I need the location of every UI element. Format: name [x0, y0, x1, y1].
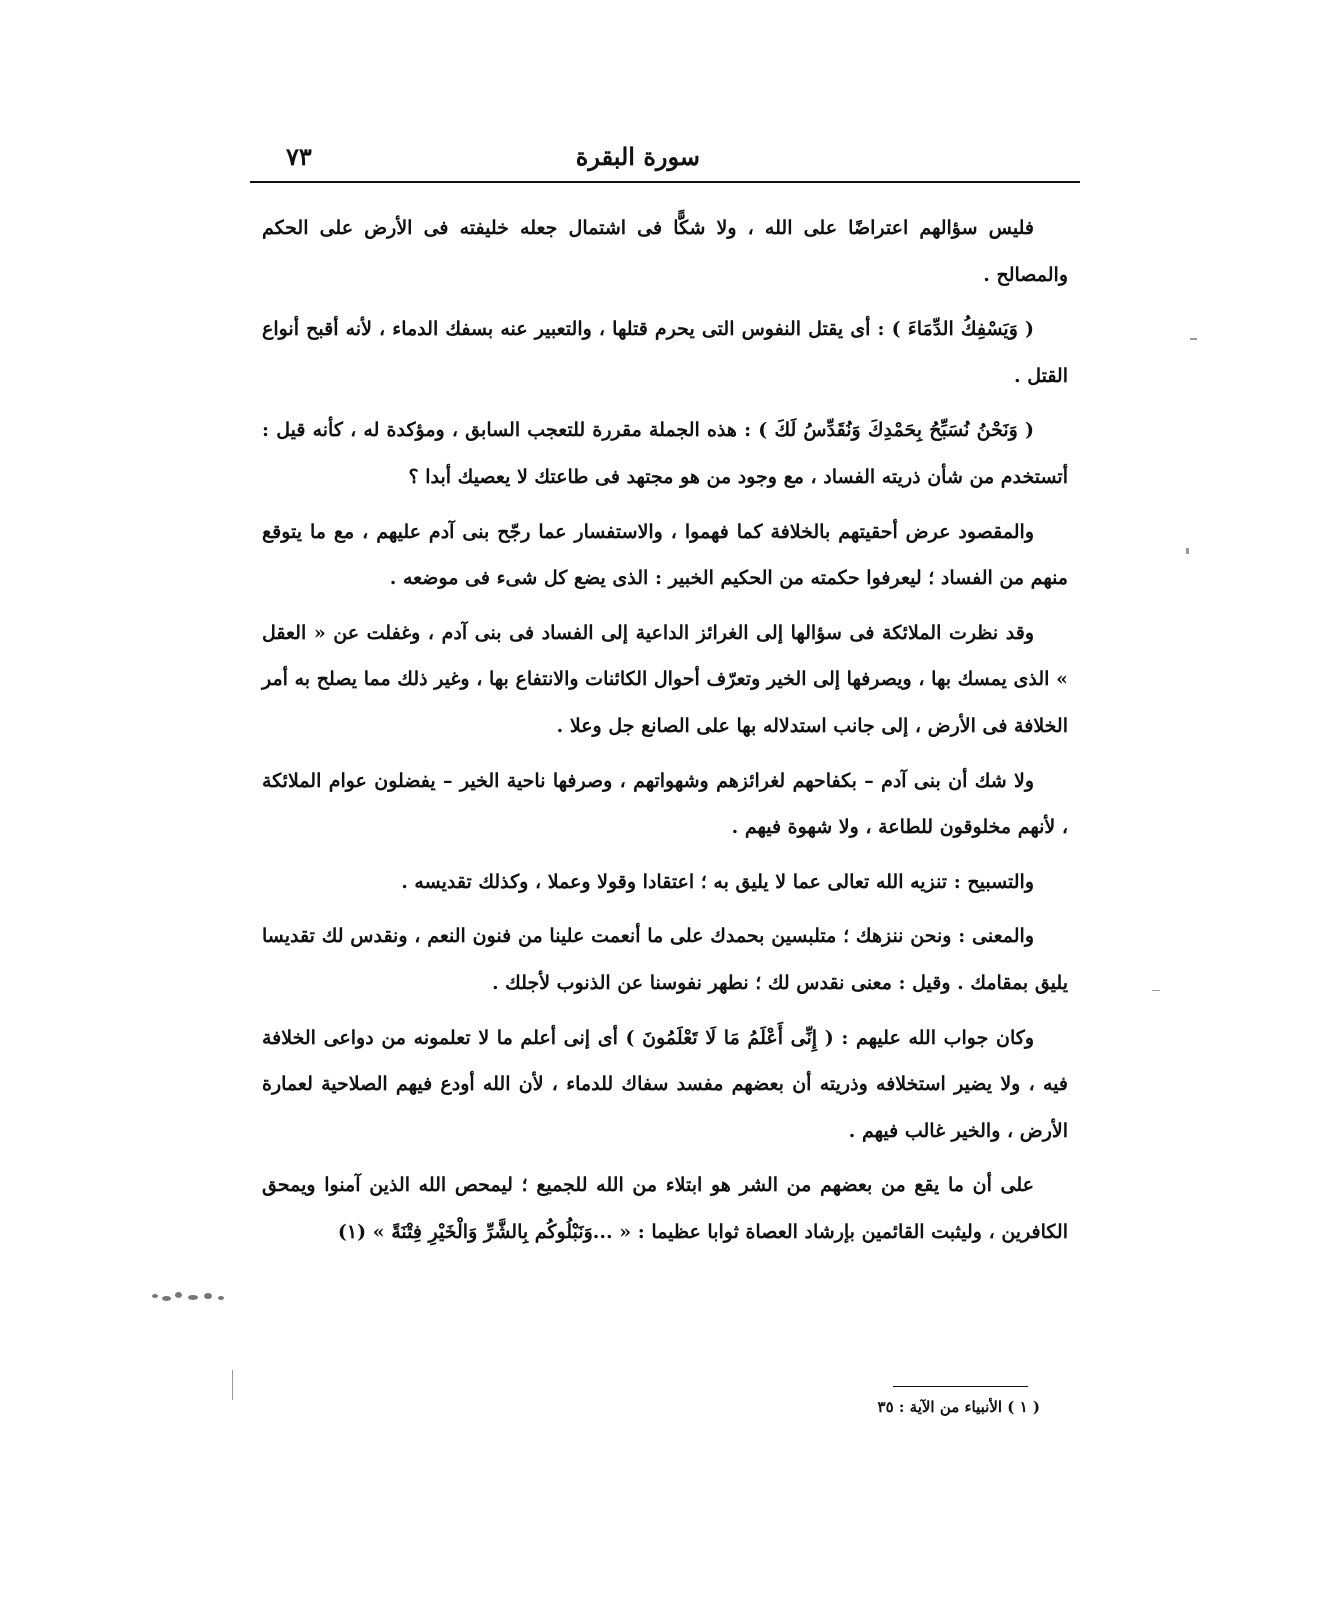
surah-title: سورة البقرة — [575, 142, 700, 171]
running-header — [250, 138, 1080, 180]
paragraph: ولا شك أن بنى آدم – بكفاحهم لغرائزهم وشهواتهم ، وصرفها ناحية الخير – يفضلون عوام الملائكة ، لأنهم مخلوقون للطاعة ، ولا شهوة فيهم . — [262, 769, 1068, 839]
paragraph: ( وَنَحْنُ نُسَبِّحُ بِحَمْدِكَ وَنُقَدِّسُ لَكَ ) : هذه الجملة مقررة للتعجب السابق ، ومؤكدة له ، كأنه قيل : أتستخدم من شأن ذريته الفساد ، مع وجود من هو مجتهد فى طاعتك لا يعصيك أبدا ؟ — [262, 419, 1068, 488]
header-rule — [250, 181, 1080, 183]
paragraph: والمقصود عرض أحقيتهم بالخلافة كما فهموا ، والاستفسار عما رجّح بنى آدم عليهم ، مع ما يتوقع منهم من الفساد ؛ ليعرفوا حكمته من الحكيم الخبير : الذى يضع كل شىء فى موضعه . — [262, 520, 1068, 590]
scan-mark — [1186, 548, 1189, 554]
footnote: ( ١ ) الأنبياء من الآية : ٣٥ — [877, 1398, 1040, 1416]
paragraph: فليس سؤالهم اعتراضًا على الله ، ولا شكًّا فى اشتمال جعله خليفته فى الأرض على الحكم والمصالح . — [262, 217, 1068, 286]
paragraph: وكان جواب الله عليهم : ( إِنِّى أَعْلَمُ مَا لَا تَعْلَمُونَ ) أى إنى أعلم ما لا تعلمونه من دواعى الخلافة فيه ، ولا يضير استخلافه وذريته أن بعضهم مفسد سفاك للدماء ، لأن الله أودع فيهم الصلاحية لعمارة الأرض ، والخير غالب فيهم . — [262, 1026, 1068, 1142]
scan-mark — [232, 1370, 233, 1400]
paragraph: وقد نظرت الملائكة فى سؤالها إلى الغرائز الداعية إلى الفساد فى بنى آدم ، وغفلت عن « العقل » الذى يمسك بها ، ويصرفها إلى الخير وتعرّف أحوال الكائنات والانتفاع بها ، وغير ذلك مما يصلح به أمر الخلافة فى الأرض ، إلى جانب استدلاله بها على الصانع جل وعلا . — [262, 621, 1068, 737]
footnote-rule — [893, 1386, 1028, 1387]
scan-mark — [1152, 990, 1160, 991]
scan-noise — [148, 1286, 240, 1308]
paragraph: ( وَيَسْفِكُ الدِّمَاءَ ) : أى يقتل النفوس التى يحرم قتلها ، والتعبير عنه بسفك الدماء ، لأنه أقبح أنواع القتل . — [262, 318, 1068, 387]
scan-mark — [1190, 338, 1197, 340]
page-number: ٧٣ — [286, 142, 312, 171]
paragraph: والمعنى : ونحن ننزهك ؛ متلبسين بحمدك على ما أنعمت علينا من فنون النعم ، ونقدس لك تقديسا يليق بمقامك . وقيل : معنى نقدس لك ؛ نطهر نفوسنا عن الذنوب لأجلك . — [262, 925, 1068, 994]
paragraph: على أن ما يقع من بعضهم من الشر هو ابتلاء من الله للجميع ؛ ليمحص الله الذين آمنوا ويمحق الكافرين ، وليثبت القائمين بإرشاد العصاة ثوابا عظيما : « ...وَنَبْلُوكُم بِالشَّرِّ وَالْخَيْرِ فِتْنَةً » (١) — [262, 1174, 1068, 1243]
body-text — [262, 205, 1068, 1255]
paragraph: والتسبيح : تنزيه الله تعالى عما لا يليق به ؛ اعتقادا وقولا وعملا ، وكذلك تقديسه . — [401, 870, 1034, 893]
